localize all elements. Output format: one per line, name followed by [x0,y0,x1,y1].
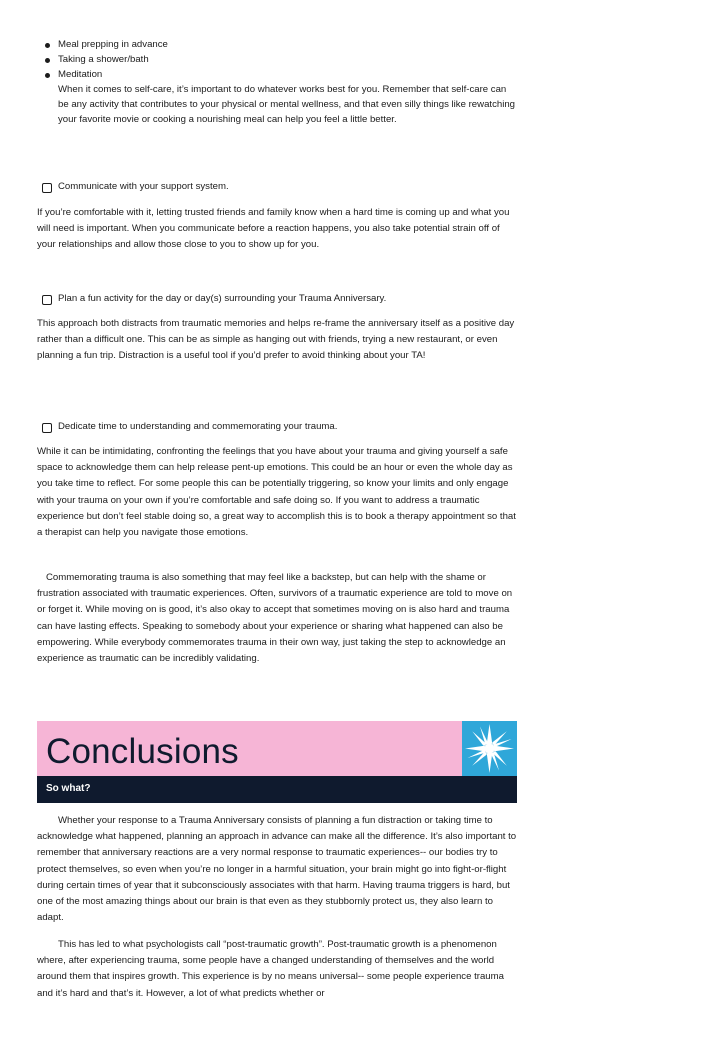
paragraph-conclusion-1: Whether your response to a Trauma Anniversary consists of planning a fun distraction or taking time to acknowledge what happened, planning an approach in advance can make all the difference. It’s also important to remember that anniversary reactions are a very normal response to traumatic experiences-- our bodies try to protect themselves, so even when you’re no longer in a harmful situation, your brain might go into fight-or-flight during certain times of year that it subconsciously associates with that harm. Having trauma triggers is hard, but one of the most amazing things about our brain is that even as they stubbornly protect us, they also learn to adapt. [37,815,517,924]
bullet-dot-icon [45,58,50,63]
section-subtitle: So what? [46,783,91,794]
checkbox-label: Plan a fun activity for the day or day(s) surrounding your Trauma Anniversary. [58,293,387,304]
section-title: Conclusions [46,732,239,771]
paragraph-commemorate: While it can be intimidating, confronting the feelings that you have about your trauma and giving yourself a safe space to acknowledge them can help release pent-up emotions. This could be an hour or even the whole day as you take time to reflect. For some people this can be potentially triggering, so know your limits and only engage with your trauma on your own if you’re comfortable and safe doing so. If you want to address a traumatic experience but don’t feel stable doing so, a great way to accomplish this is to book a therapy appointment so that a therapist can help you navigate those emotions. [37,446,516,539]
self-care-note: When it comes to self-care, it’s important to do whatever works best for you. Remember that self-care can be any activity that contributes to your physical or mental wellness, and that even silly things like rewatching your favorite movie or cooking a nourishing meal can help you feel a little better. [58,84,516,125]
checkbox-icon[interactable] [42,295,52,305]
checkbox-label: Dedicate time to understanding and commemorating your trauma. [58,421,338,432]
paragraph-plan-activity: This approach both distracts from traumatic memories and helps re-frame the anniversary itself as a positive day rather than a difficult one. This can be as simple as hanging out with friends, trying a new restaurant, or even planning a fun trip. Distraction is a useful tool if you’d prefer to avoid thinking about your TA! [37,318,515,362]
bullet-dot-icon [45,73,50,78]
sparkle-star-icon [462,721,517,776]
paragraph-communicate: If you’re comfortable with it, letting trusted friends and family know when a hard time is coming up and what you will need is important. When you communicate before a reaction happens, you also take potential strain off of your relationships and allow those close to you to show up for you. [37,207,510,251]
checkbox-label: Communicate with your support system. [58,181,229,192]
paragraph-conclusion-2: This has led to what psychologists call “post-traumatic growth”. Post-traumatic growth is a phenomenon where, after experiencing trauma, some people have a changed understanding of themselves and the world around them that inspires growth. This experience is by no means universal-- some people experience trauma and it’s hard and that’s it. However, a lot of what predicts whether or [37,939,504,999]
list-item: Meal prepping in advance [37,37,518,52]
banner-subtitle-bar [37,776,517,803]
checkbox-icon[interactable] [42,183,52,193]
list-item: Meditation [37,67,518,82]
bullet-dot-icon [45,43,50,48]
list-item: Taking a shower/bath [37,52,518,67]
checkbox-icon[interactable] [42,423,52,433]
self-care-list [37,37,518,82]
paragraph-commemorate-2: Commemorating trauma is also something that may feel like a backstep, but can help with the shame or frustration associated with traumatic experiences. Often, survivors of a traumatic experience are told to move on or forget it. While moving on is good, it’s also okay to accept that sometimes moving on is also hard and trauma can have lasting effects. Speaking to somebody about your experience or sharing what happened can also be empowering. While everybody commemorates trauma in their own way, just taking the step to acknowledge an experience as traumatic can be incredibly validating. [37,572,513,665]
banner-title-bar [37,721,462,776]
conclusions-banner [37,721,517,803]
